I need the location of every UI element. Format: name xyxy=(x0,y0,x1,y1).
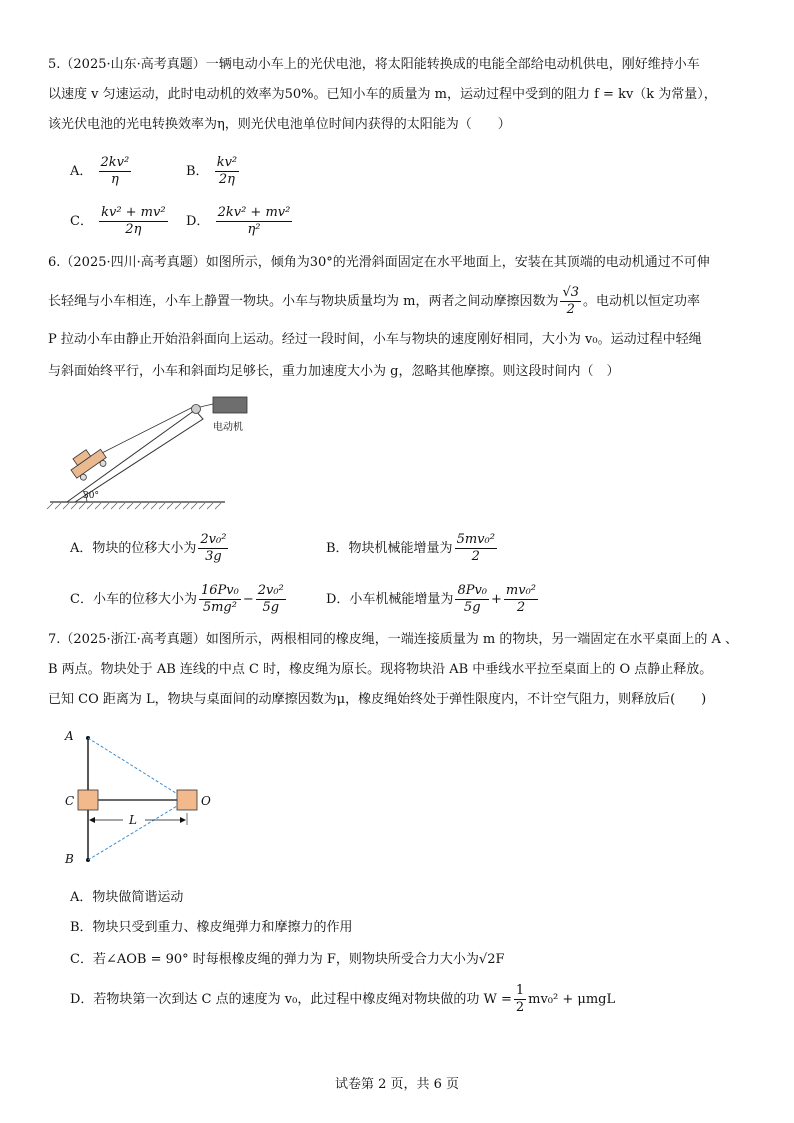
q5-option-b-den: 2η xyxy=(218,172,235,187)
q6-option-c[interactable] xyxy=(70,583,288,616)
q6-b-den: 2 xyxy=(471,549,480,564)
q7-d-half-num: 1 xyxy=(515,983,525,998)
q5-option-a-num: 2kv² xyxy=(100,155,130,170)
block-at-o xyxy=(177,790,197,810)
q6-a-num: 2v₀² xyxy=(200,532,227,547)
q7-label-c: C xyxy=(65,794,75,808)
q6-c-den2: 5g xyxy=(262,600,280,615)
block-at-c xyxy=(78,790,98,810)
q6-option-a-label: A．物块的位移大小为 xyxy=(70,541,197,556)
q6-stem-line2b: 。电动机以恒定功率 xyxy=(583,294,701,309)
q6-a-den: 3g xyxy=(205,549,222,564)
q6-angle-label: 30° xyxy=(83,491,99,501)
q6-c-op: − xyxy=(242,592,254,607)
q5-option-b-num: kv² xyxy=(216,155,238,170)
q5-option-d-num: 2kv² + mv² xyxy=(217,205,291,220)
q6-mu-num: √3 xyxy=(562,285,580,300)
q7-option-d-text: D．若物块第一次到达 C 点的速度为 v₀，此过程中橡皮绳对物块做的功 W = xyxy=(70,992,512,1007)
q7-option-b[interactable]: B．物块只受到重力、橡皮绳弹力和摩擦力的作用 xyxy=(70,920,353,935)
q6-stem-line4: 与斜面始终平行，小车和斜面均足够长，重力加速度大小为 g，忽略其他摩擦。则这段时间内（ ） xyxy=(48,364,620,379)
q5-option-c-num: kv² + mv² xyxy=(101,205,166,220)
q7-figure xyxy=(55,725,230,870)
q6-c-num2: 2v₀² xyxy=(257,583,284,598)
q5-stem-line1: 5.（2025·山东·高考真题）一辆电动小车上的光伏电池，将太阳能转换成的电能全部给电动机供电，刚好维持小车 xyxy=(48,57,700,72)
q6-mu-den: 2 xyxy=(566,302,575,317)
q7-option-d-rest: mv₀² + μmgL xyxy=(528,992,616,1007)
q5-option-a[interactable] xyxy=(70,155,133,188)
q6-d-den2: 2 xyxy=(516,600,526,615)
q6-option-b[interactable] xyxy=(326,532,499,565)
q6-motor-label: 电动机 xyxy=(213,422,243,433)
q6-option-a[interactable] xyxy=(70,532,230,565)
q6-d-op: + xyxy=(491,592,502,607)
q7-label-o: O xyxy=(201,794,211,808)
q5-option-c[interactable] xyxy=(70,205,170,238)
q5-option-d[interactable] xyxy=(186,205,294,238)
q7-option-d[interactable] xyxy=(70,983,615,1016)
q7-d-half-den: 2 xyxy=(515,1000,525,1015)
q5-stem-line3: 该光伏电池的光电转换效率为η，则光伏电池单位时间内获得的太阳能为（ ） xyxy=(48,117,511,132)
q5-option-d-label: D． xyxy=(186,214,210,229)
q6-stem-line3: P 拉动小车由静止开始沿斜面向上运动。经过一段时间，小车与物块的速度刚好相同，大小为 v₀。运动过程中轻绳 xyxy=(48,332,702,347)
q7-stem-line2: B 两点。物块处于 AB 连线的中点 C 时，橡皮绳为原长。现将物块沿 AB 中垂线水平拉至桌面上的 O 点静止释放。 xyxy=(48,662,713,677)
q6-d-den1: 5g xyxy=(463,600,481,615)
q5-option-a-label: A． xyxy=(70,164,93,179)
q5-option-a-den: η xyxy=(110,172,119,187)
q6-stem-line2 xyxy=(48,285,700,318)
q5-option-c-label: C． xyxy=(70,214,93,229)
q5-option-d-den: η² xyxy=(247,222,261,237)
q5-option-c-den: 2η xyxy=(125,222,142,237)
page-footer: 试卷第 2 页，共 6 页 xyxy=(334,1077,460,1092)
q6-option-d-label: D．小车机械能增量为 xyxy=(326,592,454,607)
q7-stem-line3: 已知 CO 距离为 L，物块与桌面间的动摩擦因数为μ，橡皮绳始终处于弹性限度内，不计空气阻力，则释放后( ) xyxy=(48,692,707,707)
q6-stem-line2a: 长轻绳与小车相连，小车上静置一物块。小车与物块质量均为 m，两者之间动摩擦因数为 xyxy=(48,294,559,309)
q6-c-den1: 5mg² xyxy=(202,600,237,615)
q6-option-b-label: B．物块机械能增量为 xyxy=(326,541,453,556)
q6-d-num1: 8Pv₀ xyxy=(457,583,488,598)
q7-option-a[interactable]: A．物块做简谐运动 xyxy=(70,890,184,905)
q6-option-c-label: C．小车的位移大小为 xyxy=(70,592,197,607)
q5-option-b-label: B． xyxy=(186,164,209,179)
q6-stem-line1: 6.（2025·四川·高考真题）如图所示，倾角为30°的光滑斜面固定在水平地面上，安装在其顶端的电动机通过不可伸 xyxy=(48,255,710,270)
q6-b-num: 5mv₀² xyxy=(456,532,495,547)
q5-stem-line2: 以速度 v 匀速运动，此时电动机的效率为50%。已知小车的质量为 m，运动过程中受到的阻力 f = kv（k 为常量）， xyxy=(48,87,717,102)
q7-label-b: B xyxy=(65,852,74,866)
q6-d-num2: mv₀² xyxy=(505,583,537,598)
q7-stem-line1: 7.（2025·浙江·高考真题）如图所示，两根相同的橡皮绳，一端连接质量为 m 的物块，另一端固定在水平桌面上的 A 、 xyxy=(48,632,738,647)
motor-box xyxy=(213,397,247,413)
q7-label-a: A xyxy=(65,729,74,743)
q6-c-num1: 16Pv₀ xyxy=(200,583,239,598)
q6-figure xyxy=(45,392,270,517)
q7-option-c[interactable]: C．若∠AOB = 90° 时每根橡皮绳的弹力为 F，则物块所受合力大小为√2F xyxy=(70,952,505,967)
q7-label-l: L xyxy=(129,813,137,827)
q6-option-d[interactable] xyxy=(326,583,540,616)
q5-option-b[interactable] xyxy=(186,155,241,188)
